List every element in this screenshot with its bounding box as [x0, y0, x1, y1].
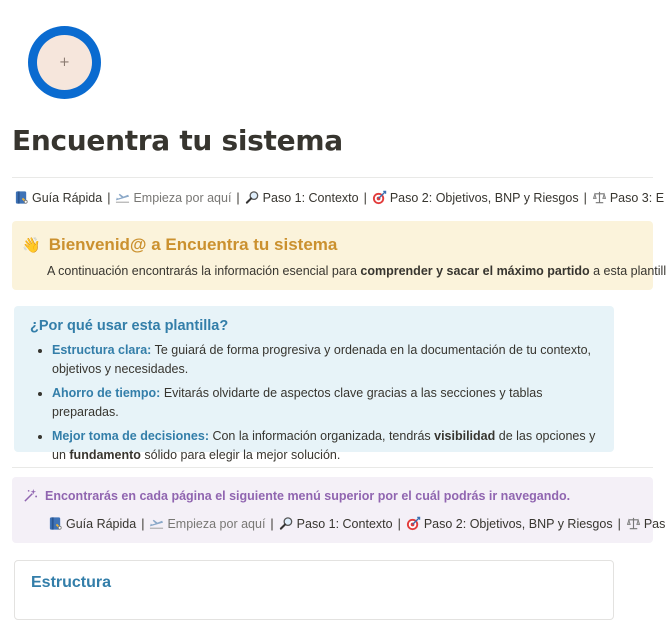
nav-label: Paso 2: Objetivos, BNP y Riesgos	[423, 516, 613, 531]
page-icon[interactable]	[28, 26, 101, 99]
nav-separator: |	[236, 190, 240, 205]
nav-label: Paso 1: Contexto	[296, 516, 393, 531]
nav-separator: |	[583, 190, 587, 205]
why-term: Ahorro de tiempo:	[52, 386, 161, 400]
divider	[12, 467, 653, 468]
page-title: Encuentra tu sistema	[12, 124, 343, 157]
airplane-icon	[115, 190, 130, 205]
welcome-text	[47, 264, 666, 278]
estructura-section	[14, 560, 614, 620]
nav-item-paso-2[interactable]	[372, 190, 579, 205]
book-icon	[48, 516, 63, 531]
why-term: Estructura clara:	[52, 343, 152, 357]
nav-item-paso-3[interactable]	[592, 190, 664, 205]
nav-label: Guía Rápida	[32, 190, 103, 205]
scale-icon	[626, 516, 641, 531]
nav-label: Empieza por aquí	[167, 516, 266, 531]
why-bold: visibilidad	[434, 429, 496, 443]
menu-callout	[12, 477, 666, 543]
magnifier-icon	[279, 516, 294, 531]
menu-note-text: Encontrarás en cada página el siguiente menú superior por el cuál podrás ir navegando.	[45, 488, 571, 503]
nav-label: Pas	[643, 516, 666, 531]
divider	[12, 177, 653, 178]
menu-note	[23, 488, 570, 503]
list-item	[52, 384, 598, 422]
why-text: Evitarás olvidarte de aspectos clave gracias a las secciones y tablas preparadas.	[52, 386, 543, 419]
top-nav-menu	[14, 190, 664, 205]
book-icon	[14, 190, 29, 205]
nav-separator: |	[363, 190, 367, 205]
nav-item-guia-rapida[interactable]	[48, 516, 136, 531]
welcome-text-pre: A continuación encontrarás la información esencial para	[47, 264, 361, 278]
list-item	[52, 427, 598, 465]
why-term: Mejor toma de decisiones:	[52, 429, 209, 443]
nav-label: Empieza por aquí	[133, 190, 232, 205]
nav-label: Guía Rápida	[66, 516, 137, 531]
why-title: ¿Por qué usar esta plantilla?	[30, 318, 229, 334]
why-text: sólido para elegir la mejor solución.	[140, 448, 341, 462]
nav-item-paso-1[interactable]	[279, 516, 393, 531]
why-bold: fundamento	[69, 448, 141, 462]
nav-item-paso-1[interactable]	[245, 190, 359, 205]
nav-separator: |	[141, 516, 145, 531]
welcome-text-bold: comprender y sacar el máximo partido	[360, 264, 590, 278]
nav-item-guia-rapida[interactable]	[14, 190, 102, 205]
welcome-text-post: a esta plantill	[589, 264, 666, 278]
nav-separator: |	[107, 190, 111, 205]
menu-nav-example	[48, 516, 665, 531]
scale-icon	[592, 190, 607, 205]
nav-item-paso-2[interactable]	[406, 516, 613, 531]
nav-separator: |	[270, 516, 274, 531]
nav-separator: |	[617, 516, 621, 531]
sparkles-icon	[23, 488, 38, 503]
why-text: Te guiará de forma progresiva y ordenada en la documentación de tu contexto, objetivos y necesidades.	[52, 343, 591, 376]
nav-separator: |	[397, 516, 401, 531]
why-text: de las opciones y un	[52, 429, 596, 462]
nav-item-empieza-por-aqui[interactable]	[149, 516, 265, 531]
target-icon	[372, 190, 387, 205]
nav-item-empieza-por-aqui[interactable]	[115, 190, 231, 205]
why-text: Con la información organizada, tendrás	[208, 429, 435, 443]
add-icon[interactable]	[37, 35, 92, 90]
why-list	[30, 341, 598, 465]
why-callout	[14, 306, 614, 462]
nav-label: Paso 1: Contexto	[262, 190, 359, 205]
welcome-title: Bienvenid@ a Encuentra tu sistema	[48, 235, 338, 254]
nav-label: Paso 3: E	[609, 190, 665, 205]
waving-hand-icon: 👋	[22, 236, 41, 254]
airplane-icon	[149, 516, 164, 531]
welcome-heading	[22, 235, 337, 255]
target-icon	[406, 516, 421, 531]
list-item	[52, 341, 598, 379]
estructura-title: Estructura	[31, 574, 112, 591]
nav-label: Paso 2: Objetivos, BNP y Riesgos	[389, 190, 579, 205]
add-icon-glyph: +	[59, 55, 70, 70]
welcome-callout	[12, 221, 666, 290]
magnifier-icon	[245, 190, 260, 205]
nav-item-paso-3[interactable]	[626, 516, 666, 531]
